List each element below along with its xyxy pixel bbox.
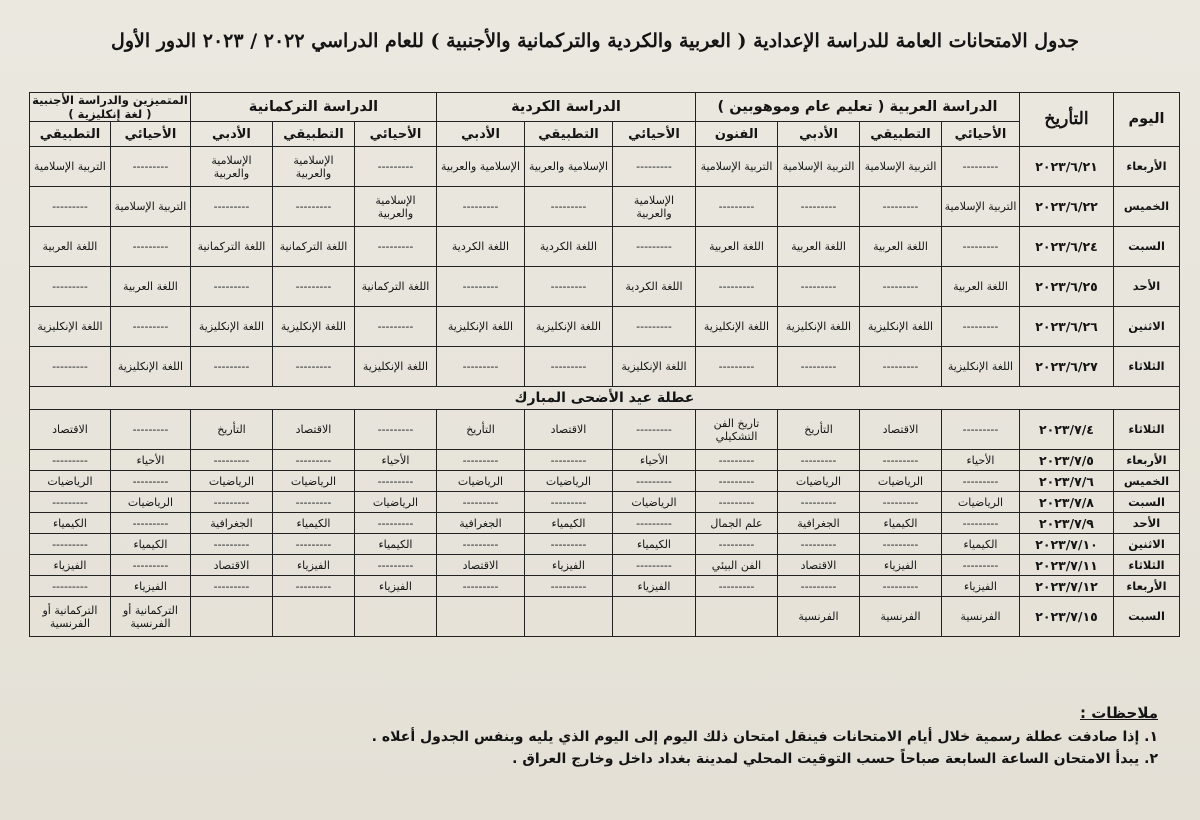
exam-cell: --------- — [525, 576, 613, 597]
subject-header-row — [29, 122, 1179, 147]
exam-cell: --------- — [696, 576, 778, 597]
exam-cell: --------- — [778, 267, 860, 307]
exam-cell: --------- — [272, 450, 354, 471]
exam-schedule-table — [29, 92, 1180, 637]
day-cell: الأربعاء — [1114, 450, 1180, 471]
exam-cell: الكيمياء — [354, 534, 436, 555]
exam-cell: --------- — [613, 513, 696, 534]
exam-cell: الجغرافية — [778, 513, 860, 534]
exam-cell: --------- — [860, 347, 942, 387]
exam-cell: الإسلامية والعربية — [190, 147, 272, 187]
exam-cell: الاقتصاد — [778, 555, 860, 576]
subject-header: الأحيائي — [942, 122, 1020, 147]
exam-cell: الاقتصاد — [190, 555, 272, 576]
day-cell: الأربعاء — [1114, 147, 1180, 187]
exam-cell: التربية الإسلامية — [29, 147, 110, 187]
exam-cell: --------- — [272, 187, 354, 227]
exam-cell: --------- — [29, 347, 110, 387]
day-cell: الخميس — [1114, 471, 1180, 492]
exam-cell: الرياضيات — [942, 492, 1020, 513]
exam-cell: الرياضيات — [190, 471, 272, 492]
exam-cell: الرياضيات — [29, 471, 110, 492]
exam-cell: اللغة الكردية — [525, 227, 613, 267]
table-row — [29, 410, 1179, 450]
date-cell: ٢٠٢٣/٦/٢٧ — [1020, 347, 1114, 387]
exam-cell: اللغة العربية — [110, 267, 190, 307]
exam-cell: --------- — [860, 576, 942, 597]
day-cell: الأحد — [1114, 513, 1180, 534]
exam-cell — [354, 597, 436, 637]
exam-cell: الكيمياء — [942, 534, 1020, 555]
exam-cell: الإسلامية والعربية — [436, 147, 524, 187]
day-cell: السبت — [1114, 227, 1180, 267]
exam-cell: --------- — [272, 534, 354, 555]
exam-cell: الرياضيات — [525, 471, 613, 492]
exam-cell: --------- — [29, 576, 110, 597]
schedule-table-wrapper — [30, 92, 1180, 637]
notes-title: ملاحظات : — [1079, 704, 1158, 722]
exam-cell: --------- — [29, 267, 110, 307]
exam-cell: اللغة الإنكليزية — [29, 307, 110, 347]
exam-cell: الرياضيات — [354, 492, 436, 513]
exam-cell: --------- — [613, 227, 696, 267]
exam-cell: الفيزياء — [942, 576, 1020, 597]
exam-cell: --------- — [354, 227, 436, 267]
exam-cell: --------- — [525, 347, 613, 387]
exam-cell: الكيمياء — [110, 534, 190, 555]
exam-cell: اللغة الإنكليزية — [778, 307, 860, 347]
exam-cell: --------- — [942, 555, 1020, 576]
day-cell: السبت — [1114, 597, 1180, 637]
exam-cell: --------- — [613, 471, 696, 492]
exam-cell: تاريخ الفن التشكيلي — [696, 410, 778, 450]
table-row — [29, 513, 1179, 534]
exam-cell: الإسلامية والعربية — [613, 187, 696, 227]
exam-cell: التأريخ — [778, 410, 860, 450]
notes-section — [58, 704, 1158, 770]
schedule-body — [29, 147, 1179, 637]
table-row — [29, 187, 1179, 227]
day-cell: السبت — [1114, 492, 1180, 513]
exam-cell — [272, 597, 354, 637]
day-cell: الثلاثاء — [1114, 410, 1180, 450]
exam-cell: الكيمياء — [272, 513, 354, 534]
holiday-label: عطلة عيد الأضحى المبارك — [29, 387, 1179, 410]
exam-cell: --------- — [110, 307, 190, 347]
day-cell: الثلاثاء — [1114, 555, 1180, 576]
date-cell: ٢٠٢٣/٦/٢١ — [1020, 147, 1114, 187]
date-cell: ٢٠٢٣/٧/١١ — [1020, 555, 1114, 576]
exam-cell: التأريخ — [436, 410, 524, 450]
exam-cell: اللغة التركمانية — [272, 227, 354, 267]
day-cell: الاثنين — [1114, 534, 1180, 555]
exam-cell: --------- — [696, 267, 778, 307]
date-cell: ٢٠٢٣/٦/٢٤ — [1020, 227, 1114, 267]
exam-cell: اللغة الكردية — [436, 227, 524, 267]
exam-cell: الاقتصاد — [525, 410, 613, 450]
group-header-turkmen: الدراسة التركمانية — [190, 93, 436, 122]
exam-cell: الاقتصاد — [860, 410, 942, 450]
exam-cell: --------- — [942, 307, 1020, 347]
date-cell: ٢٠٢٣/٦/٢٦ — [1020, 307, 1114, 347]
subject-header: التطبيقي — [272, 122, 354, 147]
exam-cell: الرياضيات — [613, 492, 696, 513]
exam-cell: --------- — [190, 576, 272, 597]
exam-cell: --------- — [860, 187, 942, 227]
subject-header: الأدبي — [436, 122, 524, 147]
date-header: التأريخ — [1020, 93, 1114, 147]
exam-cell: --------- — [110, 471, 190, 492]
day-cell: الثلاثاء — [1114, 347, 1180, 387]
exam-cell: الإسلامية والعربية — [272, 147, 354, 187]
exam-cell: اللغة الإنكليزية — [110, 347, 190, 387]
exam-cell: الفيزياء — [525, 555, 613, 576]
exam-cell: --------- — [696, 471, 778, 492]
exam-cell: الفيزياء — [29, 555, 110, 576]
exam-cell: --------- — [354, 307, 436, 347]
exam-cell: الفن البيئي — [696, 555, 778, 576]
exam-cell — [613, 597, 696, 637]
exam-cell: الجغرافية — [436, 513, 524, 534]
exam-cell: --------- — [436, 534, 524, 555]
exam-cell: --------- — [525, 534, 613, 555]
exam-cell: الفرنسية — [778, 597, 860, 637]
exam-cell: --------- — [778, 450, 860, 471]
exam-cell: التربية الإسلامية — [110, 187, 190, 227]
table-row — [29, 534, 1179, 555]
table-row — [29, 450, 1179, 471]
exam-cell: الأحياء — [354, 450, 436, 471]
exam-cell — [190, 597, 272, 637]
exam-cell: علم الجمال — [696, 513, 778, 534]
exam-cell: الرياضيات — [860, 471, 942, 492]
exam-cell: --------- — [613, 555, 696, 576]
exam-cell: التربية الإسلامية — [778, 147, 860, 187]
exam-cell: --------- — [354, 555, 436, 576]
exam-cell: اللغة العربية — [942, 267, 1020, 307]
exam-cell: --------- — [436, 187, 524, 227]
table-row — [29, 555, 1179, 576]
exam-cell: --------- — [272, 492, 354, 513]
subject-header: الأحيائي — [354, 122, 436, 147]
exam-cell: --------- — [29, 492, 110, 513]
exam-cell: اللغة التركمانية — [190, 227, 272, 267]
exam-cell: الكيمياء — [525, 513, 613, 534]
table-row — [29, 492, 1179, 513]
exam-cell: --------- — [696, 347, 778, 387]
note-item: ٢. يبدأ الامتحان الساعة السابعة صباحاً حسب التوقيت المحلي لمدينة بغداد داخل وخارج العراق . — [512, 751, 1158, 767]
group-header-arabic: الدراسة العربية ( تعليم عام وموهوبين ) — [696, 93, 1020, 122]
exam-cell: الفرنسية — [942, 597, 1020, 637]
subject-header: التطبيقي — [525, 122, 613, 147]
exam-cell: اللغة الكردية — [613, 267, 696, 307]
exam-cell: --------- — [190, 267, 272, 307]
date-cell: ٢٠٢٣/٧/١٠ — [1020, 534, 1114, 555]
exam-cell: اللغة الإنكليزية — [354, 347, 436, 387]
exam-cell: الأحياء — [613, 450, 696, 471]
subject-header: الفنون — [696, 122, 778, 147]
exam-cell: الرياضيات — [272, 471, 354, 492]
exam-cell: الكيمياء — [613, 534, 696, 555]
exam-cell: --------- — [190, 492, 272, 513]
subject-header: الأدبي — [778, 122, 860, 147]
exam-cell: التربية الإسلامية — [942, 187, 1020, 227]
exam-cell: --------- — [525, 187, 613, 227]
day-cell: الأحد — [1114, 267, 1180, 307]
exam-cell: اللغة الإنكليزية — [860, 307, 942, 347]
exam-cell: الكيمياء — [29, 513, 110, 534]
date-cell: ٢٠٢٣/٧/٤ — [1020, 410, 1114, 450]
exam-cell: --------- — [860, 492, 942, 513]
day-header: اليوم — [1114, 93, 1180, 147]
exam-cell: --------- — [190, 450, 272, 471]
exam-cell: --------- — [354, 410, 436, 450]
date-cell: ٢٠٢٣/٦/٢٢ — [1020, 187, 1114, 227]
exam-cell: --------- — [860, 534, 942, 555]
exam-cell: اللغة الإنكليزية — [272, 307, 354, 347]
exam-cell: --------- — [778, 534, 860, 555]
exam-cell: --------- — [778, 347, 860, 387]
exam-cell: --------- — [778, 492, 860, 513]
exam-cell: التركمانية أو الفرنسية — [29, 597, 110, 637]
exam-cell: الرياضيات — [436, 471, 524, 492]
exam-cell: الفيزياء — [354, 576, 436, 597]
exam-cell: --------- — [110, 513, 190, 534]
table-row — [29, 147, 1179, 187]
exam-cell: --------- — [190, 347, 272, 387]
exam-cell: --------- — [110, 555, 190, 576]
group-header-kurdish: الدراسة الكردية — [436, 93, 695, 122]
day-cell: الاثنين — [1114, 307, 1180, 347]
exam-cell: --------- — [696, 187, 778, 227]
exam-cell: --------- — [436, 576, 524, 597]
table-row — [29, 227, 1179, 267]
exam-cell: الإسلامية والعربية — [525, 147, 613, 187]
exam-cell — [696, 597, 778, 637]
exam-cell: الاقتصاد — [29, 410, 110, 450]
exam-cell: --------- — [190, 187, 272, 227]
date-cell: ٢٠٢٣/٧/٩ — [1020, 513, 1114, 534]
exam-cell: اللغة العربية — [860, 227, 942, 267]
table-row — [29, 347, 1179, 387]
exam-cell: التركمانية أو الفرنسية — [110, 597, 190, 637]
holiday-row — [29, 387, 1179, 410]
exam-cell: --------- — [613, 307, 696, 347]
exam-cell: --------- — [436, 347, 524, 387]
exam-cell: --------- — [860, 267, 942, 307]
subject-header: الأدبي — [190, 122, 272, 147]
exam-cell — [525, 597, 613, 637]
exam-cell: الكيمياء — [860, 513, 942, 534]
subject-header: الأحيائي — [110, 122, 190, 147]
exam-cell: --------- — [696, 534, 778, 555]
exam-cell: الاقتصاد — [436, 555, 524, 576]
table-row — [29, 307, 1179, 347]
exam-cell: اللغة الإنكليزية — [525, 307, 613, 347]
date-cell: ٢٠٢٣/٧/٨ — [1020, 492, 1114, 513]
exam-cell: الرياضيات — [778, 471, 860, 492]
exam-cell: الأحياء — [942, 450, 1020, 471]
group-header-foreign: المتميزين والدراسة الأجنبية ( لغة إنكليزية ) — [29, 93, 190, 122]
exam-cell: الرياضيات — [110, 492, 190, 513]
exam-cell: اللغة التركمانية — [354, 267, 436, 307]
exam-cell: --------- — [525, 450, 613, 471]
exam-cell: --------- — [942, 513, 1020, 534]
exam-cell: التأريخ — [190, 410, 272, 450]
exam-cell: الفيزياء — [860, 555, 942, 576]
exam-cell: --------- — [942, 410, 1020, 450]
date-cell: ٢٠٢٣/٧/٦ — [1020, 471, 1114, 492]
table-row — [29, 267, 1179, 307]
exam-cell: الفيزياء — [110, 576, 190, 597]
table-row — [29, 576, 1179, 597]
exam-cell: --------- — [525, 492, 613, 513]
subject-header: الأحيائي — [613, 122, 696, 147]
subject-header: التطبيقي — [29, 122, 110, 147]
exam-cell: الفيزياء — [272, 555, 354, 576]
exam-cell: اللغة الإنكليزية — [942, 347, 1020, 387]
date-cell: ٢٠٢٣/٧/٥ — [1020, 450, 1114, 471]
exam-cell: --------- — [272, 576, 354, 597]
exam-cell: اللغة الإنكليزية — [696, 307, 778, 347]
exam-cell — [436, 597, 524, 637]
page-title: جدول الامتحانات العامة للدراسة الإعدادية ( العربية والكردية والتركمانية والأجنبية ) للعام الدراسي ٢٠٢٢ / ٢٠٢٣ الدور الأول — [111, 30, 1079, 52]
exam-cell: --------- — [613, 410, 696, 450]
note-item: ١. إذا صادفت عطلة رسمية خلال أيام الامتحانات فينقل امتحان ذلك اليوم إلى اليوم الذي يليه وبنفس الجدول أعلاه . — [371, 729, 1158, 745]
exam-cell: اللغة الإنكليزية — [190, 307, 272, 347]
exam-cell: التربية الإسلامية — [860, 147, 942, 187]
exam-cell: --------- — [272, 347, 354, 387]
exam-cell: --------- — [942, 471, 1020, 492]
exam-cell: اللغة العربية — [778, 227, 860, 267]
exam-cell: --------- — [29, 534, 110, 555]
exam-cell: --------- — [436, 450, 524, 471]
exam-cell: الاقتصاد — [272, 410, 354, 450]
exam-cell: اللغة العربية — [29, 227, 110, 267]
exam-cell: --------- — [942, 147, 1020, 187]
exam-cell: --------- — [942, 227, 1020, 267]
exam-cell: --------- — [354, 513, 436, 534]
exam-cell: --------- — [190, 534, 272, 555]
exam-cell: التربية الإسلامية — [696, 147, 778, 187]
exam-cell: الفيزياء — [613, 576, 696, 597]
subject-header: التطبيقي — [860, 122, 942, 147]
exam-cell: الجغرافية — [190, 513, 272, 534]
exam-cell: --------- — [354, 147, 436, 187]
exam-cell: --------- — [525, 267, 613, 307]
exam-cell: --------- — [110, 227, 190, 267]
exam-cell: اللغة الإنكليزية — [613, 347, 696, 387]
exam-cell: الإسلامية والعربية — [354, 187, 436, 227]
exam-cell: --------- — [696, 450, 778, 471]
exam-cell: --------- — [778, 187, 860, 227]
date-cell: ٢٠٢٣/٧/١٥ — [1020, 597, 1114, 637]
exam-cell: --------- — [778, 576, 860, 597]
exam-cell: --------- — [110, 147, 190, 187]
exam-cell: اللغة العربية — [696, 227, 778, 267]
exam-cell: الفرنسية — [860, 597, 942, 637]
table-row — [29, 597, 1179, 637]
day-cell: الأربعاء — [1114, 576, 1180, 597]
exam-cell: --------- — [354, 471, 436, 492]
exam-cell: الأحياء — [110, 450, 190, 471]
day-cell: الخميس — [1114, 187, 1180, 227]
exam-cell: --------- — [272, 267, 354, 307]
exam-cell: اللغة الإنكليزية — [436, 307, 524, 347]
exam-cell: --------- — [29, 187, 110, 227]
exam-cell: --------- — [860, 450, 942, 471]
exam-cell: --------- — [110, 410, 190, 450]
exam-cell: --------- — [29, 450, 110, 471]
exam-cell: --------- — [696, 492, 778, 513]
date-cell: ٢٠٢٣/٦/٢٥ — [1020, 267, 1114, 307]
table-row — [29, 471, 1179, 492]
date-cell: ٢٠٢٣/٧/١٢ — [1020, 576, 1114, 597]
exam-cell: --------- — [436, 492, 524, 513]
exam-cell: --------- — [613, 147, 696, 187]
exam-cell: --------- — [436, 267, 524, 307]
